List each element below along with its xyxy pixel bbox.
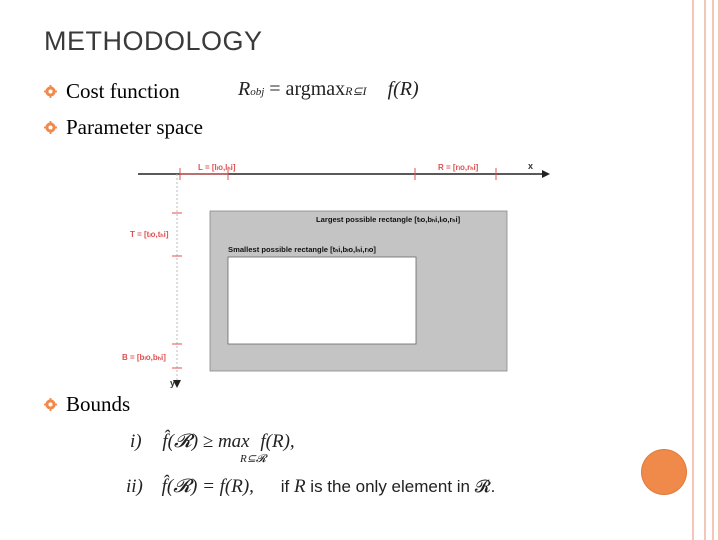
formula-lhs: R [238, 78, 251, 100]
formula-lhs-sub: obj [250, 86, 265, 98]
bound-ii-cond-pre: if [280, 477, 290, 496]
bullet-label: Parameter space [66, 115, 204, 139]
parameter-space-diagram [122, 158, 560, 390]
decorative-circle [642, 450, 686, 494]
smallest-rectangle [228, 257, 416, 344]
b-range-label: B = [bₗo,bₕi] [122, 353, 166, 362]
bullet-label: Bounds [66, 392, 131, 416]
page-title: METHODOLOGY [44, 26, 263, 56]
bullet-bounds [44, 392, 130, 417]
gear-icon [44, 85, 57, 98]
x-axis-label: x [528, 161, 534, 171]
frame-line-2 [704, 0, 706, 540]
largest-rectangle-label: Largest possible rectangle [tₗo,bₕi,lₗo,rₕi] [316, 215, 461, 224]
bound-ii-cond-var: R [293, 476, 306, 497]
bound-ii-expr: f̂(𝓡) = f(R), [161, 476, 254, 497]
bullet-cost-function [44, 79, 180, 104]
bound-i-rhs: f(R), [260, 431, 295, 452]
formula-sub: R⊆I [345, 84, 367, 98]
bound-i-lhs: f̂(𝓡) ≥ max [162, 431, 250, 452]
x-axis-arrow [542, 170, 550, 178]
bound-formula-i-sub: R⊆𝓡 [240, 453, 267, 465]
t-range-label: T = [tₗo,tₕi] [130, 230, 169, 239]
bound-formula-ii [126, 476, 495, 498]
gear-icon [44, 121, 57, 134]
l-range-label: L = [lₗo,lₕi] [198, 163, 236, 172]
bound-formula-i [130, 431, 295, 453]
gear-icon [44, 398, 57, 411]
bullet-label: Cost function [66, 79, 180, 103]
bullet-parameter-space [44, 115, 203, 140]
frame-line-1 [692, 0, 694, 540]
formula-rhs: f(R) [387, 78, 419, 100]
frame-line-3 [712, 0, 714, 540]
formula-eq: = argmax [269, 78, 346, 100]
y-axis-label: y [170, 378, 176, 388]
smallest-rectangle-label: Smallest possible rectangle [tₕi,bₗo,lₕi,rₗo] [228, 245, 376, 254]
cost-formula [238, 78, 419, 101]
bound-ii-cond-post: is the only element in 𝓡. [310, 477, 496, 496]
bound-i-label: i) [130, 431, 142, 452]
bound-ii-label: ii) [126, 476, 143, 497]
r-range-label: R = [rₗo,rₕi] [438, 163, 479, 172]
